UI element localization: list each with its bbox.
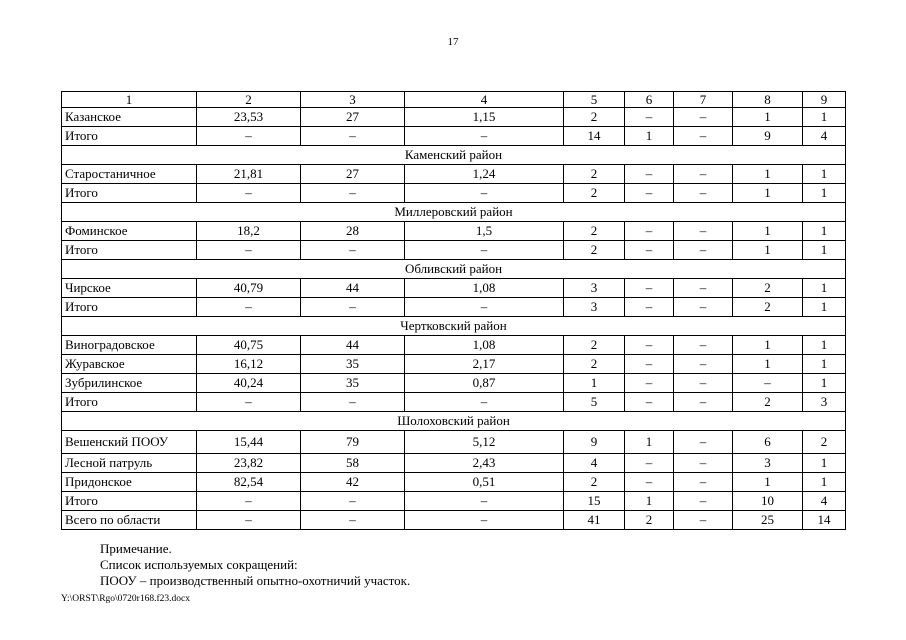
table-cell: 2	[564, 184, 625, 203]
table-cell: –	[405, 127, 564, 146]
column-header: 6	[625, 92, 674, 108]
column-header: 9	[803, 92, 846, 108]
table-cell: 10	[733, 492, 803, 511]
table-cell: 40,79	[197, 279, 301, 298]
table-cell: 2,17	[405, 355, 564, 374]
table-cell: 2	[564, 336, 625, 355]
table-cell: –	[197, 184, 301, 203]
table-cell: 27	[301, 108, 405, 127]
row-name-cell: Лесной патруль	[62, 454, 197, 473]
row-name-cell: Вешенский ПООУ	[62, 431, 197, 454]
table-cell: 18,2	[197, 222, 301, 241]
column-header: 7	[674, 92, 733, 108]
table-row	[62, 393, 846, 412]
column-header: 4	[405, 92, 564, 108]
table-cell: 15,44	[197, 431, 301, 454]
row-name-cell: Итого	[62, 241, 197, 260]
table-cell: 40,24	[197, 374, 301, 393]
table-cell: 1	[733, 355, 803, 374]
row-name-cell: Зубрилинское	[62, 374, 197, 393]
table-cell: –	[625, 222, 674, 241]
section-title: Миллеровский район	[62, 203, 846, 222]
column-header: 1	[62, 92, 197, 108]
table-cell: 58	[301, 454, 405, 473]
table-cell: –	[674, 473, 733, 492]
table-cell: 23,53	[197, 108, 301, 127]
table-cell: –	[674, 355, 733, 374]
table-cell: 5	[564, 393, 625, 412]
row-name-cell: Придонское	[62, 473, 197, 492]
table-cell: 44	[301, 279, 405, 298]
notes	[100, 541, 410, 589]
table-row	[62, 454, 846, 473]
table-cell: 1	[733, 165, 803, 184]
table-cell: 23,82	[197, 454, 301, 473]
table-cell: –	[674, 492, 733, 511]
table-row	[62, 184, 846, 203]
table-cell: –	[301, 184, 405, 203]
table-cell: 82,54	[197, 473, 301, 492]
table-row	[62, 431, 846, 454]
table-cell: 3	[564, 279, 625, 298]
table-row	[62, 165, 846, 184]
table-cell: 1	[803, 336, 846, 355]
table-cell: 27	[301, 165, 405, 184]
table-cell: 2	[625, 511, 674, 530]
table-cell: 1	[803, 355, 846, 374]
table-cell: –	[301, 241, 405, 260]
table-cell: –	[674, 336, 733, 355]
table-row	[62, 511, 846, 530]
section-title: Обливский район	[62, 260, 846, 279]
table-cell: 4	[564, 454, 625, 473]
table-row	[62, 355, 846, 374]
table-cell: –	[405, 393, 564, 412]
note-abbreviations-heading: Список используемых сокращений:	[100, 557, 298, 572]
row-name-cell: Фоминское	[62, 222, 197, 241]
row-name-cell: Всего по области	[62, 511, 197, 530]
table-cell: 79	[301, 431, 405, 454]
table-cell: 2	[733, 279, 803, 298]
table-cell: 2	[564, 355, 625, 374]
column-header: 3	[301, 92, 405, 108]
column-header: 8	[733, 92, 803, 108]
table-cell: –	[674, 108, 733, 127]
table-cell: 16,12	[197, 355, 301, 374]
table-cell: 1	[803, 184, 846, 203]
table-cell: 1	[733, 241, 803, 260]
table-cell: 1,5	[405, 222, 564, 241]
table-cell: 9	[564, 431, 625, 454]
table-cell: 1	[803, 108, 846, 127]
table-cell: 2	[564, 165, 625, 184]
table-cell: 2	[803, 431, 846, 454]
table-cell: –	[301, 492, 405, 511]
table-cell: 2,43	[405, 454, 564, 473]
table-cell: –	[405, 511, 564, 530]
table-cell: –	[674, 393, 733, 412]
table-cell: 6	[733, 431, 803, 454]
table-cell: 1	[625, 431, 674, 454]
table-cell: –	[625, 336, 674, 355]
data-table	[61, 91, 846, 530]
table-cell: –	[625, 108, 674, 127]
section-row	[62, 146, 846, 165]
table-cell: 44	[301, 336, 405, 355]
table-row	[62, 279, 846, 298]
table-cell: 40,75	[197, 336, 301, 355]
table-cell: –	[625, 241, 674, 260]
table-cell: –	[625, 473, 674, 492]
table-cell: 1	[625, 492, 674, 511]
table-row	[62, 336, 846, 355]
row-name-cell: Старостаничное	[62, 165, 197, 184]
table-cell: –	[625, 355, 674, 374]
table-cell: 2	[564, 222, 625, 241]
table-cell: 14	[564, 127, 625, 146]
table-cell: 0,87	[405, 374, 564, 393]
table-header-row	[62, 92, 846, 108]
row-name-cell: Журавское	[62, 355, 197, 374]
section-row	[62, 203, 846, 222]
table-cell: 1,08	[405, 336, 564, 355]
table-cell: –	[674, 279, 733, 298]
table-row	[62, 473, 846, 492]
table-cell: –	[674, 165, 733, 184]
section-title: Шолоховский район	[62, 412, 846, 431]
table-cell: 2	[733, 393, 803, 412]
table-cell: 1	[564, 374, 625, 393]
table-cell: 1,08	[405, 279, 564, 298]
table-cell: 5,12	[405, 431, 564, 454]
table-cell: 1	[803, 241, 846, 260]
row-name-cell: Виноградовское	[62, 336, 197, 355]
table-cell: 28	[301, 222, 405, 241]
note-abbreviation-item: ПООУ – производственный опытно-охотничий участок.	[100, 573, 411, 588]
row-name-cell: Итого	[62, 393, 197, 412]
table-cell: 1	[803, 165, 846, 184]
table-cell: 9	[733, 127, 803, 146]
table-cell: –	[301, 298, 405, 317]
table-row	[62, 298, 846, 317]
table-cell: 42	[301, 473, 405, 492]
table-cell: 2	[564, 473, 625, 492]
table-cell: 1	[625, 127, 674, 146]
table-cell: 41	[564, 511, 625, 530]
table-row	[62, 492, 846, 511]
table-row	[62, 222, 846, 241]
table-cell: –	[625, 374, 674, 393]
table-cell: –	[625, 454, 674, 473]
row-name-cell: Итого	[62, 184, 197, 203]
table-cell: 3	[803, 393, 846, 412]
table-cell: –	[405, 298, 564, 317]
table-cell: –	[301, 127, 405, 146]
table-cell: 21,81	[197, 165, 301, 184]
table-cell: 35	[301, 374, 405, 393]
table-cell: 1	[733, 473, 803, 492]
table-row	[62, 108, 846, 127]
row-name-cell: Чирское	[62, 279, 197, 298]
table-cell: –	[301, 393, 405, 412]
table-row	[62, 241, 846, 260]
table-cell: –	[625, 279, 674, 298]
section-title: Каменский район	[62, 146, 846, 165]
table-cell: 1	[803, 454, 846, 473]
table-cell: –	[674, 241, 733, 260]
table-cell: 1	[803, 222, 846, 241]
table-cell: –	[197, 298, 301, 317]
row-name-cell: Итого	[62, 492, 197, 511]
table-cell: 2	[733, 298, 803, 317]
table-cell: –	[674, 184, 733, 203]
table-cell: –	[733, 374, 803, 393]
table-cell: –	[625, 184, 674, 203]
note-title: Примечание.	[100, 541, 172, 556]
table-cell: –	[197, 393, 301, 412]
row-name-cell: Итого	[62, 127, 197, 146]
table-cell: 3	[733, 454, 803, 473]
table-cell: 1	[733, 108, 803, 127]
table-cell: 1	[733, 184, 803, 203]
table-cell: 1	[803, 298, 846, 317]
table-cell: 1,15	[405, 108, 564, 127]
table-cell: 14	[803, 511, 846, 530]
column-header: 2	[197, 92, 301, 108]
row-name-cell: Казанское	[62, 108, 197, 127]
table-cell: –	[674, 431, 733, 454]
table-cell: –	[197, 511, 301, 530]
section-row	[62, 317, 846, 336]
table-cell: 4	[803, 127, 846, 146]
table-cell: –	[674, 454, 733, 473]
table-row	[62, 127, 846, 146]
page-number: 17	[447, 36, 459, 48]
table-cell: –	[301, 511, 405, 530]
table-row	[62, 374, 846, 393]
table-cell: –	[197, 127, 301, 146]
file-path: Y:\ORST\Rgo\0720r168.f23.docx	[61, 594, 190, 604]
table-cell: 3	[564, 298, 625, 317]
row-name-cell: Итого	[62, 298, 197, 317]
section-title: Чертковский район	[62, 317, 846, 336]
table-cell: –	[674, 511, 733, 530]
table-cell: 0,51	[405, 473, 564, 492]
section-row	[62, 260, 846, 279]
column-header: 5	[564, 92, 625, 108]
table-cell: –	[405, 241, 564, 260]
table-cell: –	[674, 127, 733, 146]
table-cell: 1,24	[405, 165, 564, 184]
table-cell: 1	[803, 374, 846, 393]
table-cell: –	[405, 492, 564, 511]
table-cell: 4	[803, 492, 846, 511]
table-cell: –	[674, 298, 733, 317]
table-cell: –	[674, 222, 733, 241]
table-cell: –	[674, 374, 733, 393]
table-cell: –	[625, 165, 674, 184]
table-cell: –	[625, 298, 674, 317]
table-cell: –	[625, 393, 674, 412]
section-row	[62, 412, 846, 431]
table-cell: 1	[803, 279, 846, 298]
table-cell: 15	[564, 492, 625, 511]
table-cell: –	[405, 184, 564, 203]
table-cell: –	[197, 492, 301, 511]
table-cell: 1	[733, 336, 803, 355]
table-cell: 1	[733, 222, 803, 241]
table-cell: 1	[803, 473, 846, 492]
table-cell: –	[197, 241, 301, 260]
table-cell: 2	[564, 241, 625, 260]
table-cell: 25	[733, 511, 803, 530]
table-cell: 35	[301, 355, 405, 374]
table-cell: 2	[564, 108, 625, 127]
